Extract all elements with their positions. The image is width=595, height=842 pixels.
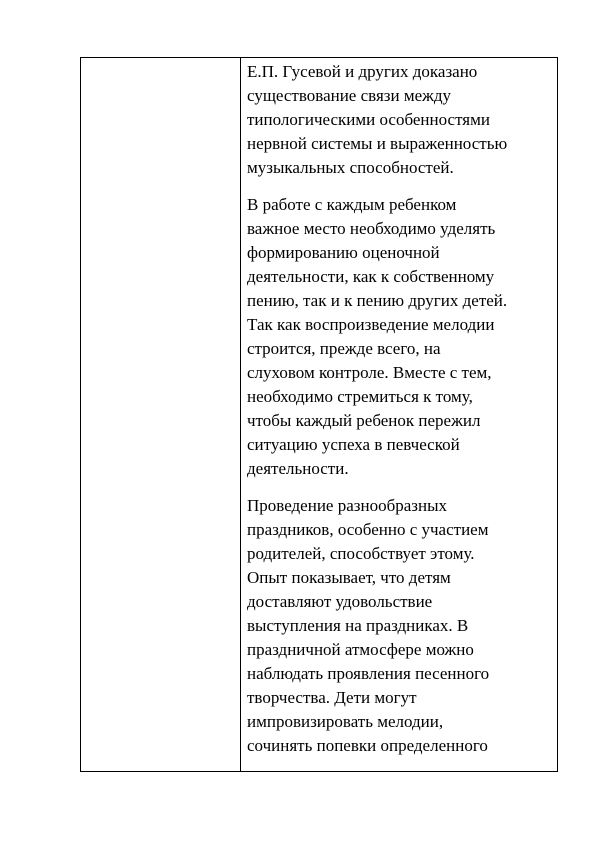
text-line: деятельности. [247, 459, 349, 478]
text-line: родителей, способствует этому. [247, 544, 475, 563]
paragraph [247, 193, 553, 481]
text-line: Проведение разнообразных [247, 496, 447, 515]
text-line: слуховом контроле. Вместе с тем, [247, 363, 492, 382]
text-line: музыкальных способностей. [247, 158, 454, 177]
text-line: В работе с каждым ребенком [247, 195, 457, 214]
right-cell [241, 58, 558, 772]
text-line: важное место необходимо уделять [247, 219, 496, 238]
left-cell [81, 58, 241, 772]
document-table [80, 57, 558, 772]
text-line: строится, прежде всего, на [247, 339, 441, 358]
text-line: необходимо стремиться к тому, [247, 387, 473, 406]
text-line: существование связи между [247, 86, 452, 105]
text-line: типологическими особенностями [247, 110, 490, 129]
text-line: Так как воспроизведение мелодии [247, 315, 495, 334]
text-line: доставляют удовольствие [247, 592, 433, 611]
text-line: формированию оценочной [247, 243, 440, 262]
text-line: деятельности, как к собственному [247, 267, 495, 286]
text-line: сочинять попевки определенного [247, 736, 488, 755]
table-row [81, 58, 558, 772]
text-line: импровизировать мелодии, [247, 712, 444, 731]
text-line: праздников, особенно с участием [247, 520, 489, 539]
text-line: выступления на праздниках. В [247, 616, 469, 635]
text-line: Е.П. Гусевой и других доказано [247, 62, 478, 81]
text-line: ситуацию успеха в певческой [247, 435, 460, 454]
text-line: творчества. Дети могут [247, 688, 417, 707]
text-line: Опыт показывает, что детям [247, 568, 451, 587]
text-line: чтобы каждый ребенок пережил [247, 411, 481, 430]
paragraph [247, 60, 553, 180]
cell-text [241, 58, 557, 758]
text-line: наблюдать проявления песенного [247, 664, 490, 683]
text-line: нервной системы и выраженностью [247, 134, 508, 153]
paragraph [247, 494, 553, 758]
text-line: праздничной атмосфере можно [247, 640, 474, 659]
text-line: пению, так и к пению других детей. [247, 291, 508, 310]
